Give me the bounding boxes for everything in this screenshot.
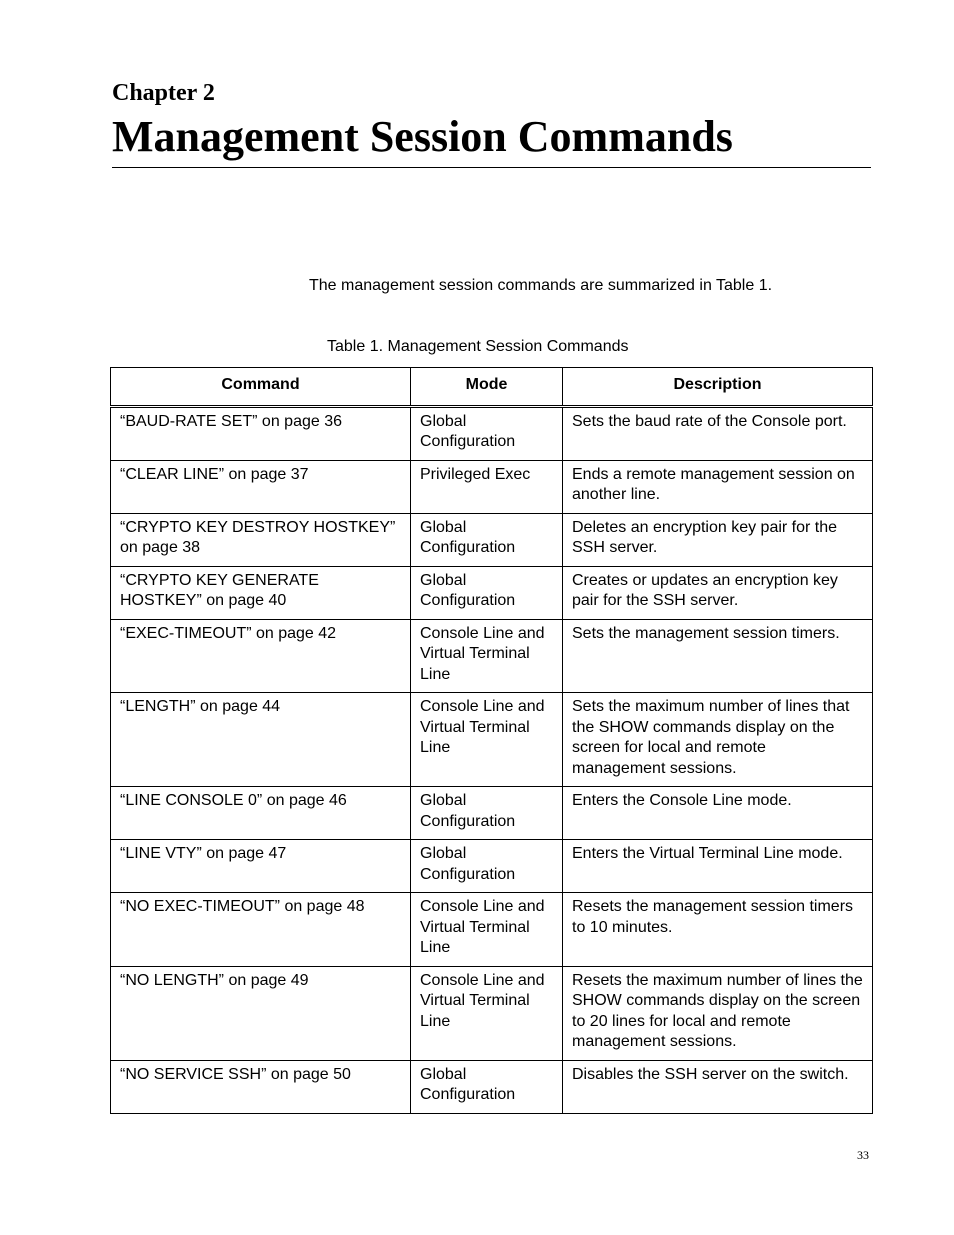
command-cell: “NO EXEC-TIMEOUT” on page 48 bbox=[111, 893, 411, 967]
command-cell: “NO SERVICE SSH” on page 50 bbox=[111, 1060, 411, 1113]
description-cell: Enters the Virtual Terminal Line mode. bbox=[563, 840, 873, 893]
title-rule bbox=[112, 167, 871, 168]
command-cell: “CRYPTO KEY DESTROY HOSTKEY” on page 38 bbox=[111, 513, 411, 566]
description-cell: Deletes an encryption key pair for the SSH server. bbox=[563, 513, 873, 566]
mode-cell: Global Configuration bbox=[411, 840, 563, 893]
table-row bbox=[111, 460, 873, 513]
command-cell: “LINE VTY” on page 47 bbox=[111, 840, 411, 893]
command-cell: “CRYPTO KEY GENERATE HOSTKEY” on page 40 bbox=[111, 566, 411, 619]
mode-cell: Console Line and Virtual Terminal Line bbox=[411, 966, 563, 1060]
chapter-title: Management Session Commands bbox=[112, 112, 733, 161]
table-row bbox=[111, 619, 873, 693]
table-row bbox=[111, 966, 873, 1060]
mode-cell: Console Line and Virtual Terminal Line bbox=[411, 619, 563, 693]
command-cell: “BAUD-RATE SET” on page 36 bbox=[111, 406, 411, 460]
command-cell: “LENGTH” on page 44 bbox=[111, 693, 411, 787]
command-cell: “EXEC-TIMEOUT” on page 42 bbox=[111, 619, 411, 693]
description-cell: Resets the management session timers to 10 minutes. bbox=[563, 893, 873, 967]
description-cell: Creates or updates an encryption key pair for the SSH server. bbox=[563, 566, 873, 619]
table-row bbox=[111, 566, 873, 619]
table-row bbox=[111, 693, 873, 787]
table-row bbox=[111, 893, 873, 967]
commands-table bbox=[110, 367, 873, 1114]
mode-cell: Global Configuration bbox=[411, 406, 563, 460]
table-row bbox=[111, 406, 873, 460]
mode-cell: Global Configuration bbox=[411, 513, 563, 566]
description-cell: Disables the SSH server on the switch. bbox=[563, 1060, 873, 1113]
description-cell: Sets the maximum number of lines that the SHOW commands display on the screen for local and remote management sessions. bbox=[563, 693, 873, 787]
mode-cell: Global Configuration bbox=[411, 566, 563, 619]
description-cell: Sets the baud rate of the Console port. bbox=[563, 406, 873, 460]
table-row bbox=[111, 840, 873, 893]
table-row bbox=[111, 513, 873, 566]
table-caption: Table 1. Management Session Commands bbox=[327, 338, 629, 355]
header-mode: Mode bbox=[411, 368, 563, 407]
intro-paragraph: The management session commands are summarized in Table 1. bbox=[309, 277, 773, 294]
mode-cell: Global Configuration bbox=[411, 1060, 563, 1113]
command-cell: “NO LENGTH” on page 49 bbox=[111, 966, 411, 1060]
description-cell: Ends a remote management session on another line. bbox=[563, 460, 873, 513]
command-cell: “CLEAR LINE” on page 37 bbox=[111, 460, 411, 513]
mode-cell: Console Line and Virtual Terminal Line bbox=[411, 693, 563, 787]
mode-cell: Global Configuration bbox=[411, 787, 563, 840]
header-description: Description bbox=[563, 368, 873, 407]
description-cell: Enters the Console Line mode. bbox=[563, 787, 873, 840]
table-header-row bbox=[111, 368, 873, 407]
table-row bbox=[111, 787, 873, 840]
command-cell: “LINE CONSOLE 0” on page 46 bbox=[111, 787, 411, 840]
page-number: 33 bbox=[857, 1148, 869, 1162]
description-cell: Resets the maximum number of lines the SHOW commands display on the screen to 20 lines for local and remote management sessions. bbox=[563, 966, 873, 1060]
description-cell: Sets the management session timers. bbox=[563, 619, 873, 693]
header-command: Command bbox=[111, 368, 411, 407]
mode-cell: Console Line and Virtual Terminal Line bbox=[411, 893, 563, 967]
chapter-label: Chapter 2 bbox=[112, 80, 215, 106]
mode-cell: Privileged Exec bbox=[411, 460, 563, 513]
table-row bbox=[111, 1060, 873, 1113]
